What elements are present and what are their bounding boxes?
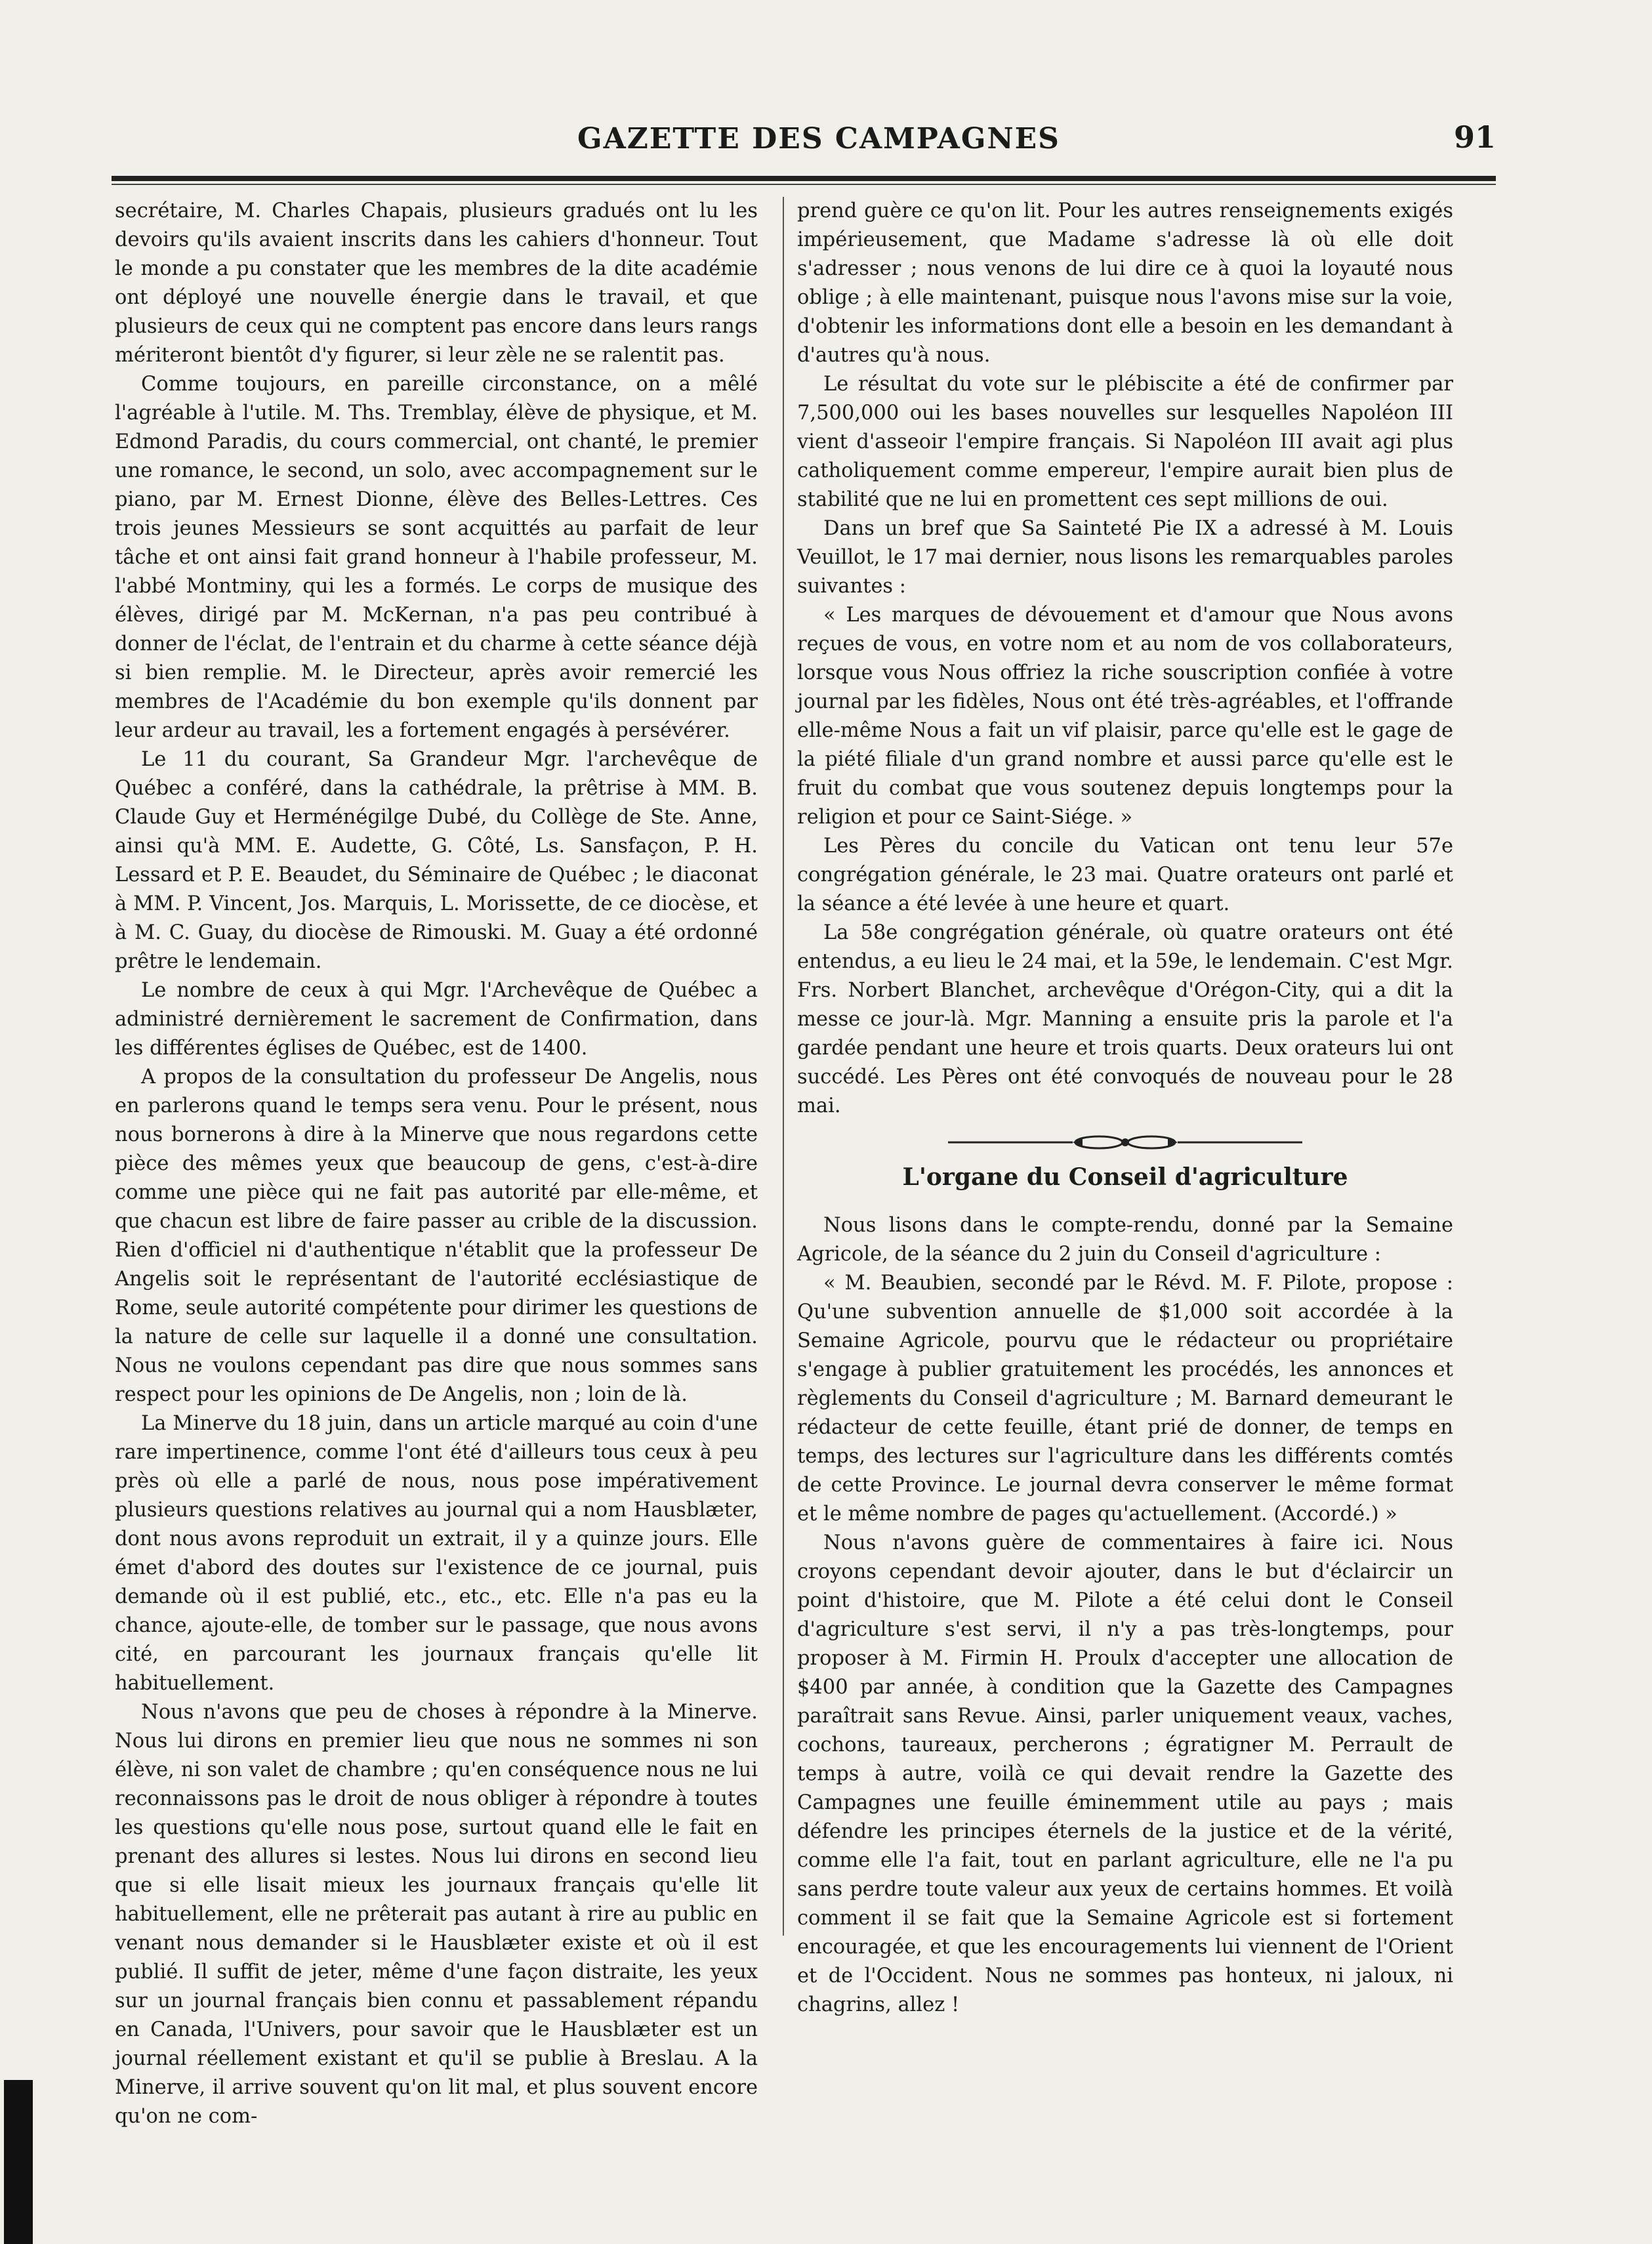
section-heading: L'organe du Conseil d'agriculture bbox=[902, 1163, 1348, 1191]
paragraph: A propos de la consultation du professeur De Angelis, nous en parlerons quand le temps sera venu. Pour le présent, nous nous bornerons à dire à la Minerve que nous regardons cette pièce des mêmes yeux que beaucoup de gens, c'est-à-dire comme une pièce qui ne fait pas autorité par elle-même, et que chacun est libre de faire passer au crible de la discussion. Rien d'officiel ni d'authentique n'établit que la professeur De Angelis soit le représentant de l'autorité ecclésiastique de Rome, seule autorité compétente pour dirimer les questions de la nature de celle sur laquelle il a donné une consultation. Nous ne voulons cependant pas dire que nous sommes sans respect pour les opinions de De Angelis, non ; loin de là. bbox=[115, 1066, 758, 1406]
paragraph: Le résultat du vote sur le plébiscite a été de confirmer par 7,500,000 oui les bases nouvelles sur lesquelles Napoléon III vient d'asseoir l'empire français. Si Napoléon III avait agi plus catholiquement comme empereur, l'empire aurait bien plus de stabilité que ne lui en promettent ces sept millions de oui. bbox=[797, 373, 1453, 511]
header-rule bbox=[112, 176, 1496, 181]
page-header bbox=[112, 119, 1496, 161]
paragraph: Les Pères du concile du Vatican ont tenu leur 57e congrégation générale, le 23 mai. Quatre orateurs ont parlé et la séance a été levée à une heure et quart. bbox=[797, 835, 1453, 915]
margin-bar bbox=[4, 2080, 33, 2244]
paragraph: prend guère ce qu'on lit. Pour les autres renseignements exigés impérieusement, que Madame s'adresse là où elle doit s'adresser ; nous venons de lui dire ce à quoi la loyauté nous oblige ; à elle maintenant, puisque nous l'avons mise sur la voie, d'obtenir les informations dont elle a besoin en les demandant à d'autres qu'à nous. bbox=[797, 199, 1453, 367]
paragraph: Nous lisons dans le compte-rendu, donné par la Semaine Agricole, de la séance du 2 juin du Conseil d'agriculture : bbox=[797, 1214, 1453, 1266]
newspaper-title: GAZETTE DES CAMPAGNES bbox=[577, 122, 1060, 156]
paragraph: Comme toujours, en pareille circonstance, on a mêlé l'agréable à l'utile. M. Ths. Tremblay, élève de physique, et M. Edmond Paradis, du cours commercial, ont chanté, le premier une romance, le second, un solo, avec accompagnement sur le piano, par M. Ernest Dionne, élève des Belles-Lettres. Ces trois jeunes Messieurs se sont acquittés au parfait de leur tâche et ont ainsi fait grand honneur à l'habile professeur, M. l'abbé Montminy, qui les a formés. Le corps de musique des élèves, dirigé par M. McKernan, n'a pas peu contribué à donner de l'éclat, de l'entrain et du charme à cette séance déjà si bien remplie. M. le Directeur, après avoir remercié les membres de l'Académie du bon exemple qu'ils donnent par leur ardeur au travail, les a fortement engagés à persévérer. bbox=[115, 373, 758, 742]
paragraph: Nous n'avons guère de commentaires à faire ici. Nous croyons cependant devoir ajouter, dans le but d'éclaircir un point d'histoire, que M. Pilote a été celui dont le Conseil d'agriculture s'est servi, il n'y a pas très-longtemps, pour proposer à M. Firmin H. Proulx d'accepter une allocation de $400 par année, à condition que la Gazette des Campagnes paraîtrait sans Revue. Ainsi, parler uniquement veaux, vaches, cochons, taureaux, percherons ; égratigner M. Perrault de temps à autre, voilà ce qui devait rendre la Gazette des Campagnes une feuille éminemment utile au pays ; mais défendre les principes éternels de la justice et de la vérité, comme elle l'a fait, tout en parlant agriculture, elle ne l'a pu sans perdre toute valeur aux yeux de certains hommes. Et voilà comment il se fait que la Semaine Agricole est si fortement encouragée, et que les encouragements lui viennent de l'Orient et de l'Occident. Nous ne sommes pas honteux, ni jaloux, ni chagrins, allez ! bbox=[797, 1531, 1453, 2016]
paragraph: « Les marques de dévouement et d'amour que Nous avons reçues de vous, en votre nom et au nom de vos collaborateurs, lorsque vous Nous offriez la riche souscription confiée à votre journal par les fidèles, Nous ont été très-agréables, et l'offrande elle-même Nous a fait un vif plaisir, parce qu'elle est le gage de la piété filiale d'un grand nombre et aussi parce qu'elle est le fruit du combat que vous soutenez depuis longtemps pour la religion et pour ce Saint-Siége. » bbox=[797, 604, 1453, 829]
left-column bbox=[115, 197, 758, 2128]
header-rule-thin bbox=[112, 184, 1496, 185]
paragraph: Le 11 du courant, Sa Grandeur Mgr. l'archevêque de Québec a conféré, dans la cathédrale, la prêtrise à MM. B. Claude Guy et Herménégilge Dubé, du Collège de Ste. Anne, ainsi qu'à MM. E. Audette, G. Côté, Ls. Sansfaçon, P. H. Lessard et P. E. Beaudet, du Séminaire de Québec ; le diaconat à MM. P. Vincent, Jos. Marquis, L. Morissette, de ce diocèse, et à M. C. Guay, du diocèse de Rimouski. M. Guay a été ordonné prêtre le lendemain. bbox=[115, 748, 758, 973]
paragraph: Le nombre de ceux à qui Mgr. l'Archevêque de Québec a administré dernièrement le sacrement de Confirmation, dans les différentes églises de Québec, est de 1400. bbox=[115, 979, 758, 1060]
page-number: 91 bbox=[1453, 119, 1496, 155]
right-column bbox=[797, 197, 1453, 2016]
paragraph: La 58e congrégation générale, où quatre orateurs ont été entendus, a eu lieu le 24 mai, et la 59e, le lendemain. C'est Mgr. Frs. Norbert Blanchet, archevêque d'Orégon-City, qui a dit la messe ce jour-là. Mgr. Manning a ensuite pris la parole et l'a gardée pendant une heure et trois quarts. Deux orateurs lui ont succédé. Les Pères ont été convoqués de nouveau pour le 28 mai. bbox=[797, 921, 1453, 1117]
ornamental-divider bbox=[797, 1132, 1453, 1152]
paragraph: Nous n'avons que peu de choses à répondre à la Minerve. Nous lui dirons en premier lieu que nous ne sommes ni son élève, ni son valet de chambre ; qu'en conséquence nous ne lui reconnaissons pas le droit de nous obliger à répondre à toutes les questions qu'elle nous pose, surtout quand elle le fait en prenant des allures si lestes. Nous lui dirons en second lieu que si elle lisait mieux les journaux français qu'elle lit habituellement, elle ne prêterait pas autant à rire au public en venant nous demander si le Hausblæter existe et où il est publié. Il suffit de jeter, même d'une façon distraite, les yeux sur un journal français bien connu et passablement répandu en Canada, l'Univers, pour savoir que le Hausblæter est un journal réellement existant et qu'il se publie à Breslau. A la Minerve, il arrive souvent qu'on lit mal, et plus souvent encore qu'on ne com- bbox=[115, 1701, 758, 2128]
paragraph: secrétaire, M. Charles Chapais, plusieurs gradués ont lu les devoirs qu'ils avaient inscrits dans les cahiers d'honneur. Tout le monde a pu constater que les membres de la dite académie ont déployé une nouvelle énergie dans le travail, et que plusieurs de ceux qui ne comptent pas encore dans leurs rangs mériteront bientôt d'y figurer, si leur zèle ne se ralentit pas. bbox=[115, 199, 758, 367]
paragraph: La Minerve du 18 juin, dans un article marqué au coin d'une rare impertinence, comme l'ont été d'ailleurs tous ceux à peu près où elle a parlé de nous, nous pose impérativement plusieurs questions relatives au journal qui a nom Hausblæter, dont nous avons reproduit un extrait, il y a quinze jours. Elle émet d'abord des doutes sur l'existence de ce journal, puis demande où il est publié, etc., etc., etc. Elle n'a pas eu la chance, ajoute-elle, de tomber sur le passage, que nous avons cité, en parcourant les journaux français qu'elle lit habituellement. bbox=[115, 1412, 758, 1695]
column-divider bbox=[783, 197, 784, 1936]
paragraph: « M. Beaubien, secondé par le Révd. M. F. Pilote, propose : Qu'une subvention annuelle de $1,000 soit accordée à la Semaine Agricole, pourvu que le rédacteur ou propriétaire s'engage à publier gratuitement les procédés, les annonces et règlements du Conseil d'agriculture ; M. Barnard demeurant le rédacteur de cette feuille, étant prié de donner, de temps en temps, des lectures sur l'agriculture dans les différents comtés de cette Province. Le journal devra conserver le même format et le même nombre de pages qu'actuellement. (Accordé.) » bbox=[797, 1272, 1453, 1526]
paragraph: Dans un bref que Sa Sainteté Pie IX a adressé à M. Louis Veuillot, le 17 mai dernier, nous lisons les remarquables paroles suivantes : bbox=[797, 517, 1453, 598]
ornament-icon bbox=[941, 1132, 1309, 1152]
